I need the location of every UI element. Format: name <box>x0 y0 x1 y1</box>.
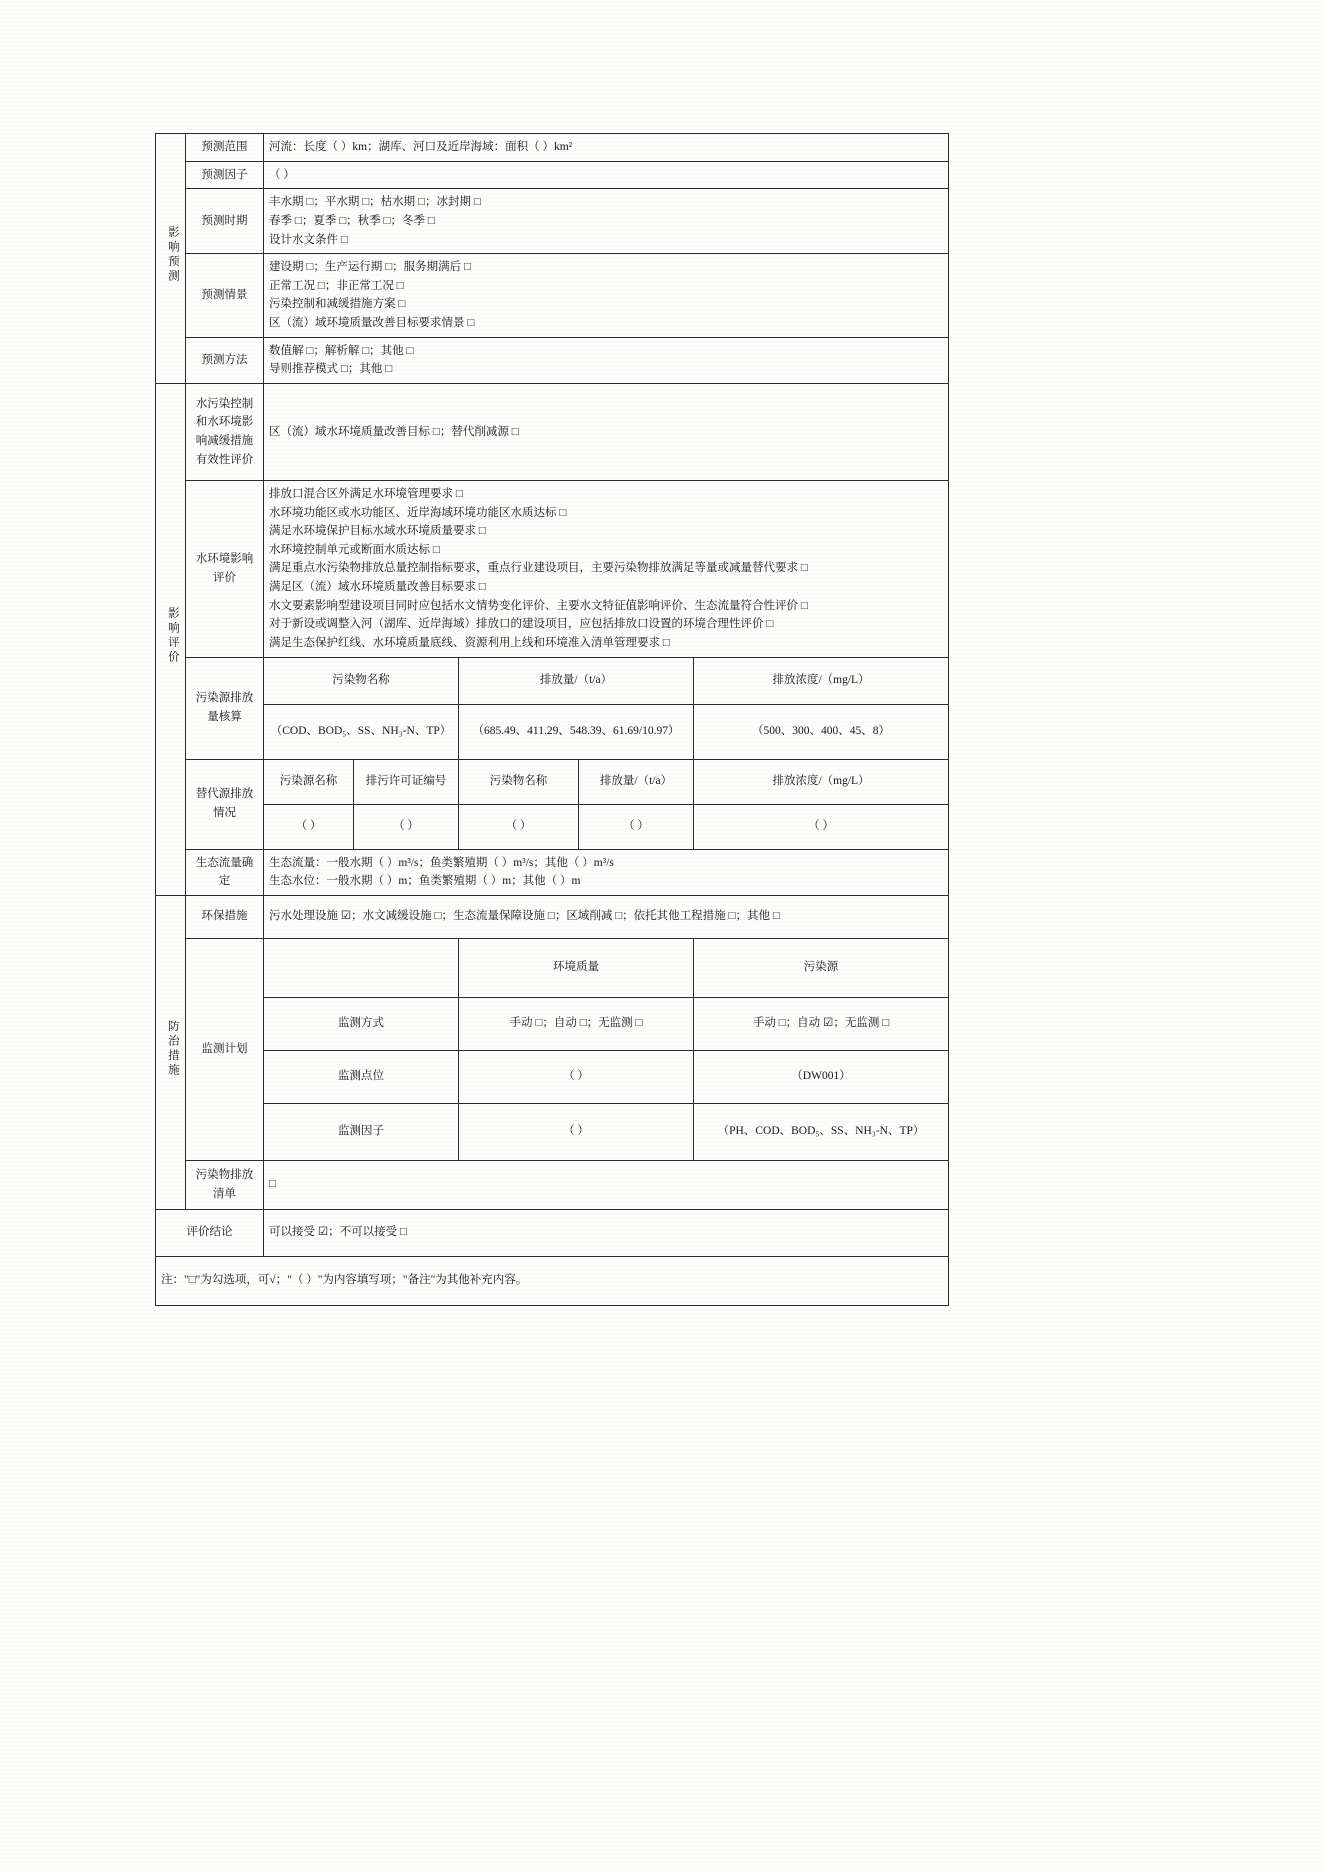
row-label-prediction-period: 预测时期 <box>186 189 264 254</box>
prediction-scenario-content <box>264 254 949 338</box>
monitoring-row-label-method: 监测方式 <box>264 997 459 1050</box>
ecological-flow-content <box>264 849 949 895</box>
prediction-method-line: 导则推荐模式 □；其他 □ <box>269 363 393 376</box>
prediction-method-content <box>264 337 949 383</box>
table-row <box>156 849 949 895</box>
monitoring-method-pollution-source: 手动 □；自动 ☑；无监测 □ <box>694 997 949 1050</box>
cell-alt-emission-concentration: （ ） <box>694 804 949 849</box>
prediction-scenario-line: 建设期 □；生产运行期 □；服务期满后 □ <box>269 261 471 274</box>
group-label-prevention-measures: 防治措施 <box>156 895 186 1209</box>
row-label-prediction-factor: 预测因子 <box>186 161 264 189</box>
col-header-pollutant-name: 污染物名称 <box>264 657 459 704</box>
row-label-prediction-method: 预测方法 <box>186 337 264 383</box>
footnote-text: 注："□"为勾选项，可√；"（ ）"为内容填写项；"备注"为其他补充内容。 <box>156 1256 949 1305</box>
pollutant-discharge-list-content: □ <box>264 1160 949 1209</box>
monitoring-factor-env-quality: （ ） <box>459 1103 694 1160</box>
table-row <box>156 938 949 997</box>
cell-emission-concentrations: （500、300、400、45、8） <box>694 704 949 759</box>
table-row <box>156 189 949 254</box>
water-env-eval-line: 对于新设或调整入河（湖库、近岸海域）排放口的建设项目，应包括排放口设置的环境合理性评价 □ <box>269 618 774 631</box>
water-env-eval-line: 水环境功能区或水功能区、近岸海域环境功能区水质达标 □ <box>269 506 567 519</box>
monitoring-col-header-env-quality: 环境质量 <box>459 938 694 997</box>
group-label-impact-evaluation: 影响评价 <box>156 383 186 895</box>
table-row <box>156 480 949 657</box>
table-row <box>156 1050 949 1103</box>
env-protection-measures-content: 污水处理设施 ☑；水文减缓设施 □；生态流量保障设施 □；区域削减 □；依托其他工程措施 □；其他 □ <box>264 895 949 938</box>
evaluation-conclusion-content: 可以接受 ☑；不可以接受 □ <box>264 1209 949 1256</box>
row-label-water-env-impact-eval: 水环境影响评价 <box>186 480 264 657</box>
table-row <box>156 254 949 338</box>
cell-alt-pollutant-name: （ ） <box>459 804 579 849</box>
water-env-eval-line: 水环境控制单元或断面水质达标 □ <box>269 543 440 556</box>
table-row <box>156 895 949 938</box>
water-env-eval-line: 排放口混合区外满足水环境管理要求 □ <box>269 487 463 500</box>
monitoring-col-header-pollution-source: 污染源 <box>694 938 949 997</box>
water-env-eval-line: 满足水环境保护目标水域水环境质量要求 □ <box>269 525 486 538</box>
water-env-eval-line: 满足重点水污染物排放总量控制指标要求，重点行业建设项目，主要污染物排放满足等量或减量替代要求 □ <box>269 562 808 575</box>
prediction-factor-content: （ ） <box>264 161 949 189</box>
row-label-alternative-source: 替代源排放情况 <box>186 759 264 849</box>
prediction-period-line: 春季 □；夏季 □；秋季 □；冬季 □ <box>269 214 435 227</box>
col-header-emission-concentration: 排放浓度/（mg/L） <box>694 657 949 704</box>
table-row <box>156 383 949 480</box>
group-label-impact-prediction: 影响预测 <box>156 134 186 384</box>
table-row <box>156 134 949 162</box>
prediction-period-content <box>264 189 949 254</box>
col-header-emission-amount: 排放量/（t/a） <box>459 657 694 704</box>
row-label-evaluation-conclusion: 评价结论 <box>156 1209 264 1256</box>
table-row <box>156 759 949 804</box>
water-env-eval-line: 满足生态保护红线、水环境质量底线、资源利用上线和环境准入清单管理要求 □ <box>269 636 670 649</box>
row-label-source-emission-accounting: 污染源排放量核算 <box>186 657 264 759</box>
table-row <box>156 1103 949 1160</box>
col-header-permit-number: 排污许可证编号 <box>354 759 459 804</box>
eia-form-table <box>155 133 949 1306</box>
ecological-flow-line: 生态水位：一般水期（ ）m；鱼类繁殖期（ ）m；其他（ ）m <box>269 875 581 888</box>
row-label-env-protection-measures: 环保措施 <box>186 895 264 938</box>
monitoring-col-blank <box>264 938 459 997</box>
monitoring-point-env-quality: （ ） <box>459 1050 694 1103</box>
row-label-prediction-scope: 预测范围 <box>186 134 264 162</box>
prediction-scenario-line: 正常工况 □；非正常工况 □ <box>269 279 404 292</box>
cell-alt-source-name: （ ） <box>264 804 354 849</box>
table-row <box>156 161 949 189</box>
table-row <box>156 704 949 759</box>
table-row <box>156 657 949 704</box>
monitoring-factor-pollution-source: （PH、COD、BOD₅、SS、NH₃-N、TP） <box>694 1103 949 1160</box>
cell-emission-amounts: （685.49、411.29、548.39、61.69/10.97） <box>459 704 694 759</box>
table-row <box>156 1256 949 1305</box>
table-row <box>156 804 949 849</box>
prediction-scenario-line: 区（流）域环境质量改善目标要求情景 □ <box>269 317 475 329</box>
col-header-alt-pollutant-name: 污染物名称 <box>459 759 579 804</box>
row-label-ecological-flow: 生态流量确定 <box>186 849 264 895</box>
water-env-impact-eval-content <box>264 480 949 657</box>
table-row <box>156 1209 949 1256</box>
table-row <box>156 997 949 1050</box>
monitoring-row-label-point: 监测点位 <box>264 1050 459 1103</box>
prediction-scope-content: 河流：长度（ ）km；湖库、河口及近岸海域：面积（ ）km² <box>264 134 949 162</box>
prediction-period-line: 设计水文条件 □ <box>269 233 348 246</box>
monitoring-point-pollution-source: （DW001） <box>694 1050 949 1103</box>
col-header-alt-emission-amount: 排放量/（t/a） <box>579 759 694 804</box>
prediction-period-line: 丰水期 □；平水期 □；枯水期 □；冰封期 □ <box>269 196 481 209</box>
row-label-mitigation-effectiveness: 水污染控制和水环境影响减缓措施有效性评价 <box>186 383 264 480</box>
prediction-scenario-line: 污染控制和减缓措施方案 □ <box>269 298 406 311</box>
cell-alt-emission-amount: （ ） <box>579 804 694 849</box>
table-row <box>156 337 949 383</box>
cell-pollutant-names: （COD、BOD₅、SS、NH₃-N、TP） <box>264 704 459 759</box>
water-env-eval-line: 满足区（流）域水环境质量改善目标要求 □ <box>269 581 486 593</box>
table-row <box>156 1160 949 1209</box>
eia-form-sheet <box>155 133 948 1306</box>
row-label-pollutant-discharge-list: 污染物排放清单 <box>186 1160 264 1209</box>
monitoring-row-label-factor: 监测因子 <box>264 1103 459 1160</box>
col-header-source-name: 污染源名称 <box>264 759 354 804</box>
water-env-eval-line: 水文要素影响型建设项目同时应包括水文情势变化评价、主要水文特征值影响评价、生态流量符合性评价 □ <box>269 599 808 612</box>
row-label-prediction-scenario: 预测情景 <box>186 254 264 338</box>
monitoring-method-env-quality: 手动 □；自动 □；无监测 □ <box>459 997 694 1050</box>
row-label-monitoring-plan: 监测计划 <box>186 938 264 1160</box>
mitigation-effectiveness-content: 区（流）域水环境质量改善目标 □；替代削减源 □ <box>264 383 949 480</box>
cell-alt-permit-number: （ ） <box>354 804 459 849</box>
col-header-alt-emission-concentration: 排放浓度/（mg/L） <box>694 759 949 804</box>
prediction-method-line: 数值解 □；解析解 □；其他 □ <box>269 344 414 357</box>
ecological-flow-line: 生态流量：一般水期（ ）m³/s；鱼类繁殖期（ ）m³/s；其他（ ）m³/s <box>269 856 614 869</box>
